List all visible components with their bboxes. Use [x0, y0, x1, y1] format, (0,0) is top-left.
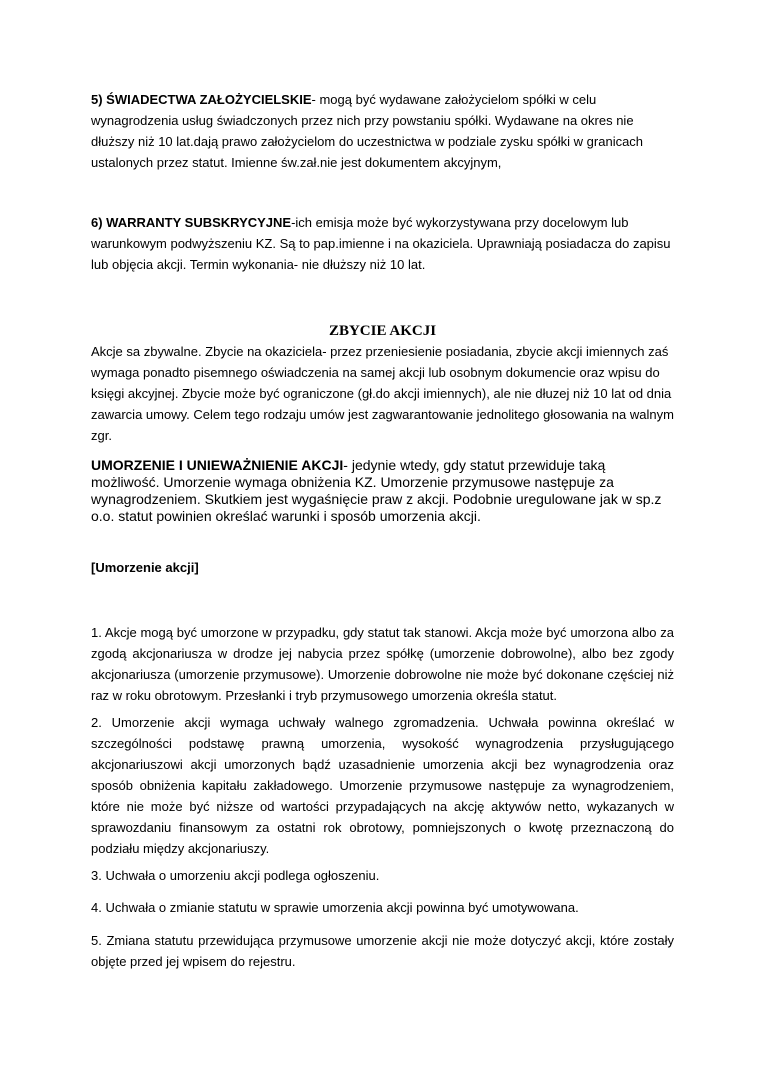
section-5-heading: 5) ŚWIADECTWA ZAŁOŻYCIELSKIE — [91, 92, 312, 107]
section-6-heading: 6) WARRANTY SUBSKRYCYJNE — [91, 215, 292, 230]
zbycie-akcji-paragraph: Akcje sa zbywalne. Zbycie na okaziciela- przez przeniesienie posiadania, zbycie akcji imiennych zaś wymaga ponadto pisemnego oświadczenia na samej akcji lub osobnym dokumencie oraz wpisu do księgi akcyjnej. Zbycie może być ograniczone (gł.do akcji imiennych), ale nie dłuzej niż 10 lat od dnia zawarcia umowy. Celem tego rodzaju umów jest zagwarantowanie jednolitego głosowania na walnym zgr. — [91, 344, 674, 443]
article-title: [Umorzenie akcji] — [91, 560, 199, 575]
umorzenie-text: - jedynie wtedy, gdy statut przewiduje taką możliwość. Umorzenie wymaga obniżenia KZ. Umorzenie przymusowe następuje za wynagrodzeniem. Skutkiem jest wygaśnięcie praw z akcji. Podobnie uregulowane jak w sp.z o.o. statut powinien określać warunki i sposób umorzenia akcji. — [91, 457, 662, 524]
section-5-text: - mogą być wydawane założycielom spółki w celu wynagrodzenia usług świadczonych przez nich przy powstaniu spółki. Wydawane na okres nie dłuższy niż 10 lat.dają prawo założycielom do uczestnictwa w podziale zysku spółki w granicach ustalonych przez statut. Imienne św.zał.nie jest dokumentem akcyjnym, — [91, 92, 644, 170]
umorzenie-paragraph — [91, 457, 674, 525]
umorzenie-heading: UMORZENIE I UNIEWAŻNIENIE AKCJI — [91, 457, 344, 473]
section-6-text: -ich emisja może być wykorzystywana przy docelowym lub warunkowym podwyższeniu KZ. Są to pap.imienne i na okaziciela. Uprawniają posiadacza do zapisu lub objęcia akcji. Termin wykonania- nie dłuższy niż 10 lat. — [91, 215, 671, 272]
point-5: 5. Zmiana statutu przewidująca przymusowe umorzenie akcji nie może dotyczyć akcji, które zostały objęte przed jej wpisem do rejestru. — [91, 933, 674, 969]
point-4: 4. Uchwała o zmianie statutu w sprawie umorzenia akcji powinna być umotywowana. — [91, 900, 579, 915]
zbycie-akcji-title: ZBYCIE AKCJI — [328, 323, 437, 339]
point-1: 1. Akcje mogą być umorzone w przypadku, gdy statut tak stanowi. Akcja może być umorzona albo za zgodą akcjonariusza w drodze jej nabycia przez spółkę (umorzenie dobrowolne), albo bez zgody akcjonariusza (umorzenie przymusowe). Umorzenie dobrowolne nie może być dokonane częściej niż raz w roku obrotowym. Przesłanki i tryb przymusowego umorzenia określa statut. — [91, 625, 674, 703]
section-6-paragraph — [91, 212, 674, 275]
section-5-paragraph — [91, 89, 674, 173]
point-3: 3. Uchwała o umorzeniu akcji podlega ogłoszeniu. — [91, 868, 380, 883]
point-2: 2. Umorzenie akcji wymaga uchwały walnego zgromadzenia. Uchwała powinna określać w szczególności podstawę prawną umorzenia, wysokość wynagrodzenia przysługującego akcjonariuszowi akcji umorzonych bądź uzasadnienie umorzenia akcji bez wynagrodzenia oraz sposób obniżenia kapitału zakładowego. Umorzenie przymusowe następuje za wynagrodzeniem, które nie może być niższe od wartości przypadających na akcję aktywów netto, wykazanych w sprawozdaniu finansowym za ostatni rok obrotowy, pomniejszonych o kwotę przeznaczoną do podziału między akcjonariuszy. — [91, 715, 674, 856]
